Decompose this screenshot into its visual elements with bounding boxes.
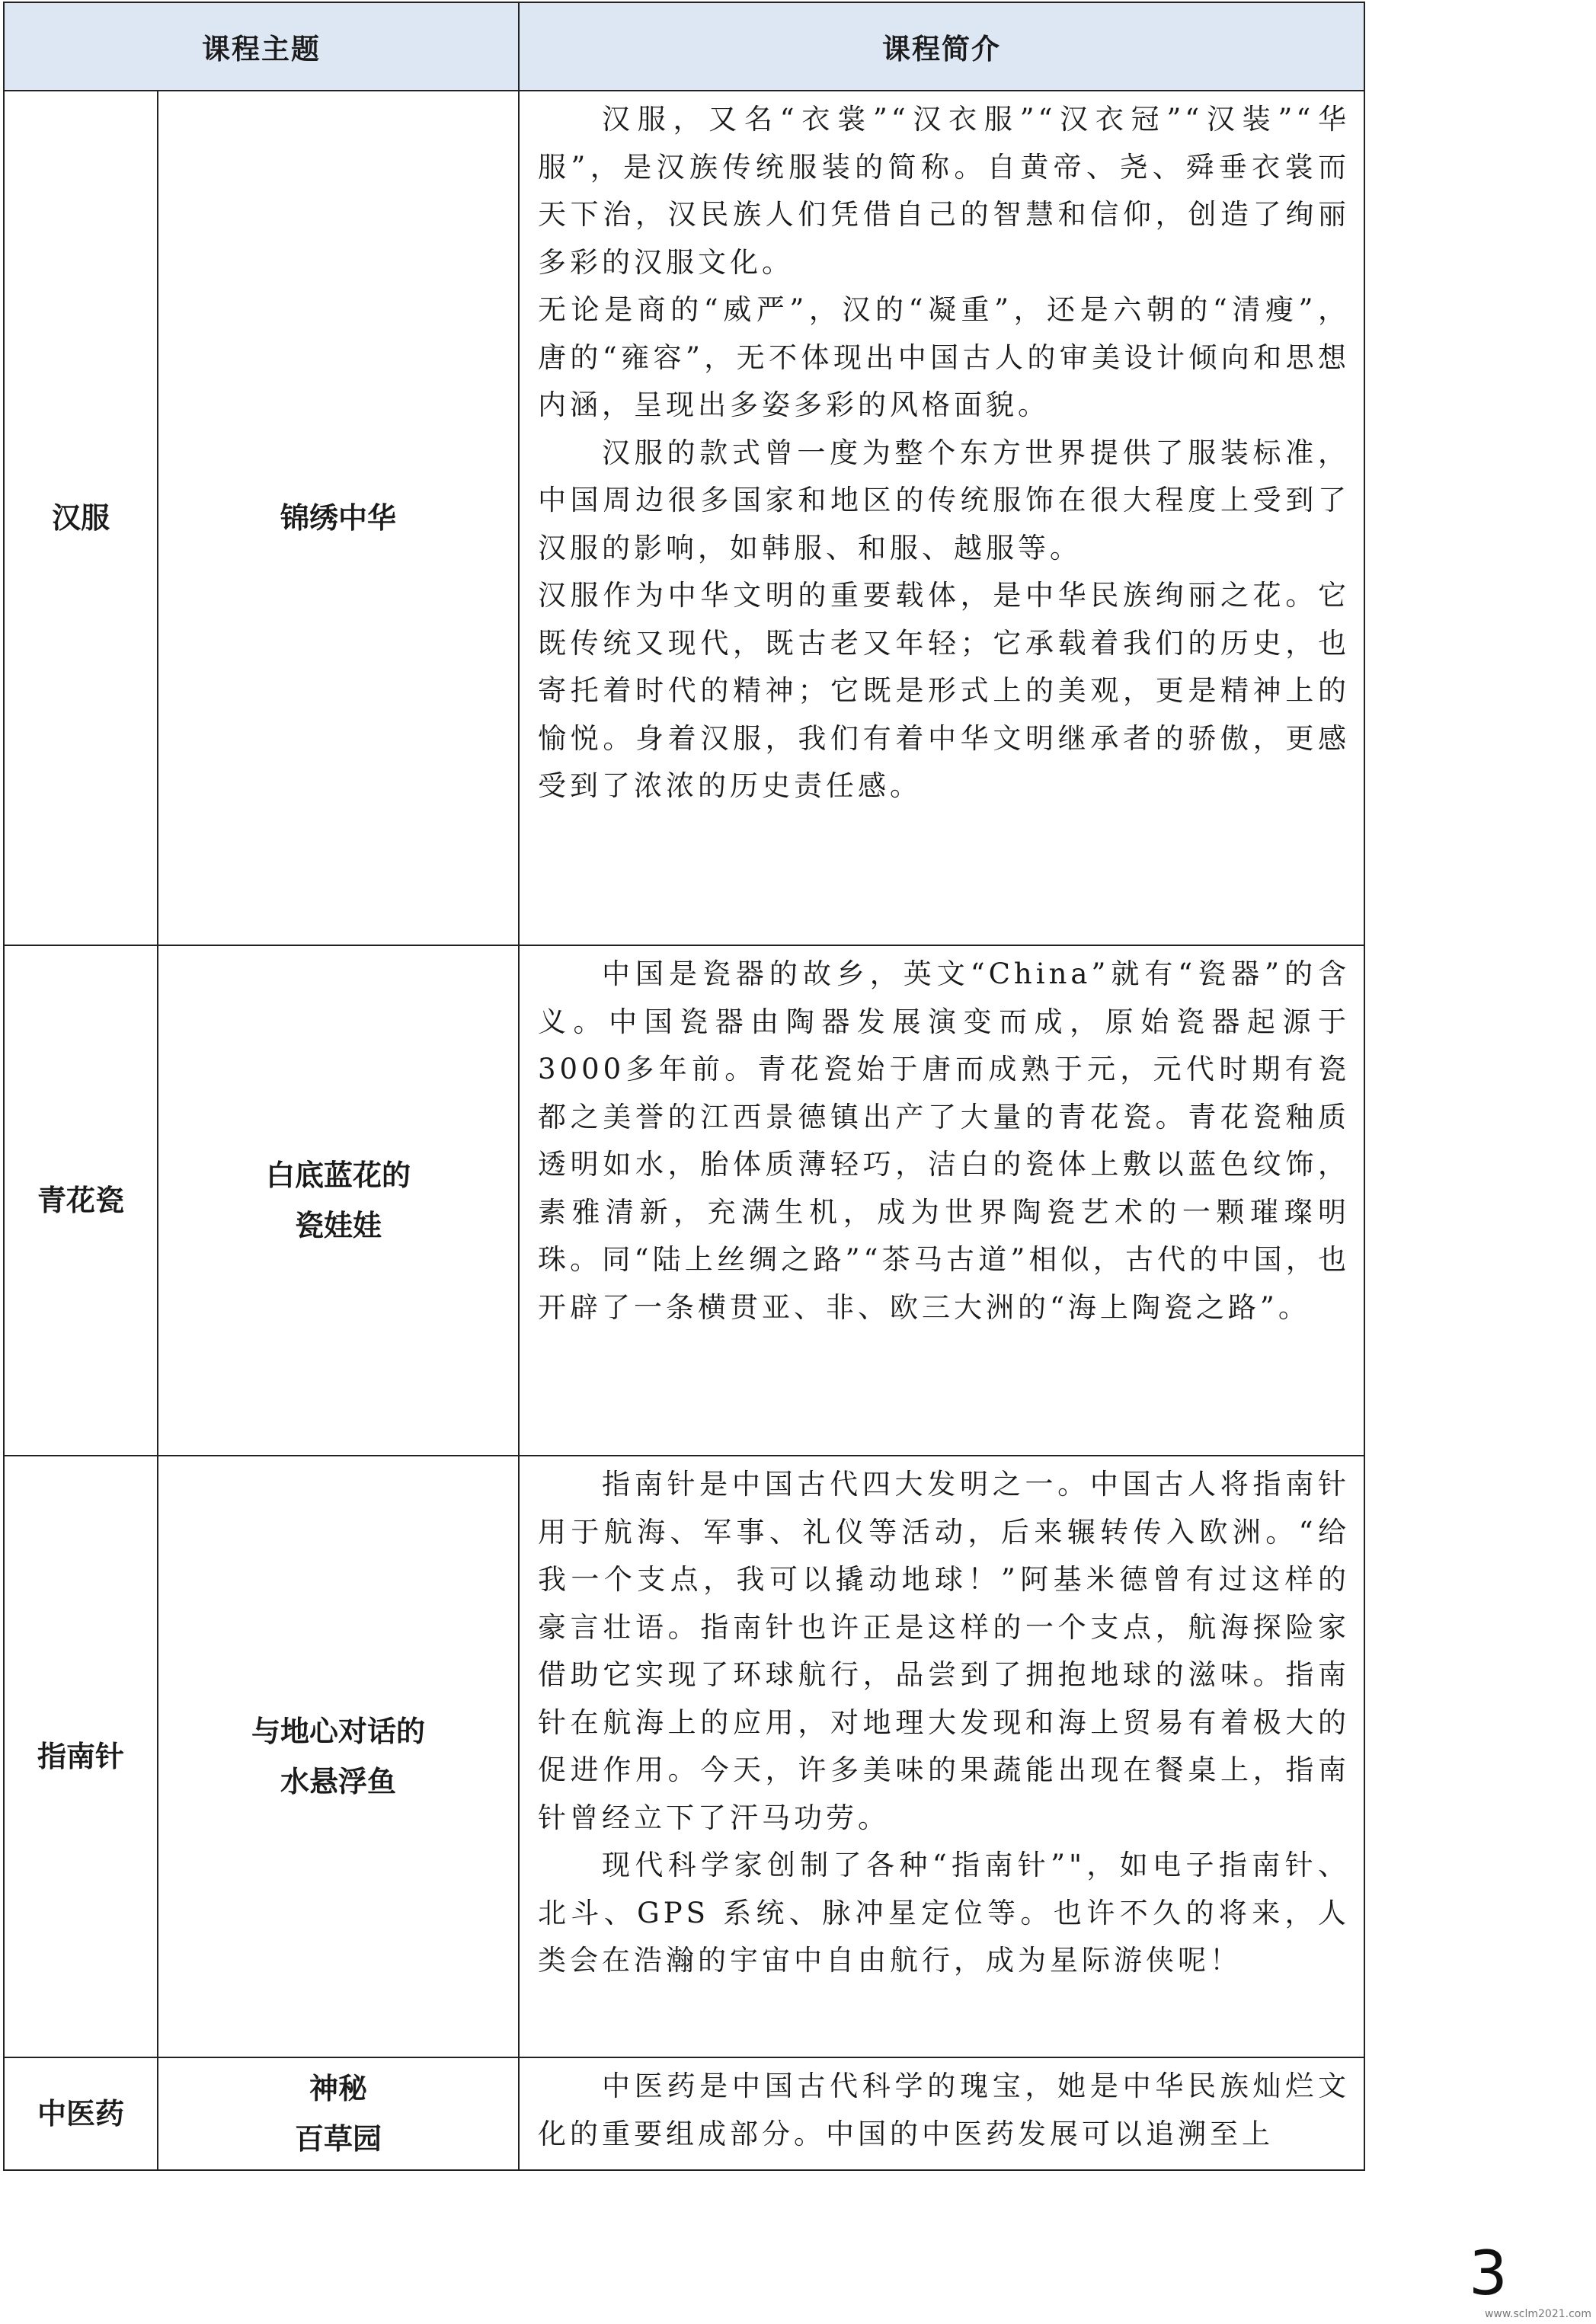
description-paragraph: 汉服的款式曾一度为整个东方世界提供了服装标准，中国周边很多国家和地区的传统服饰在很大程度上受到了汉服的影响，如韩服、和服、越服等。 <box>538 436 1350 564</box>
row-description <box>519 1456 1364 2057</box>
row-title-line: 瓷娃娃 <box>294 1209 382 1242</box>
header-course-intro: 课程简介 <box>519 2 1364 91</box>
description-paragraph: 中医药是中国古代科学的瑰宝，她是中华民族灿烂文化的重要组成部分。中国的中医药发展可以追溯至上 <box>538 2070 1350 2150</box>
table-row <box>4 945 1364 1456</box>
row-theme: 指南针 <box>4 1456 158 2057</box>
row-theme: 汉服 <box>4 91 158 945</box>
description-paragraph: 汉服作为中华文明的重要载体，是中华民族绚丽之花。它既传统又现代，既古老又年轻；它承载着我们的历史，也寄托着时代的精神；它既是形式上的美观，更是精神上的愉悦。身着汉服，我们有着中华文明继承者的骄傲，更感受到了浓浓的历史责任感。 <box>538 579 1350 802</box>
row-theme: 中医药 <box>4 2057 158 2170</box>
table-row <box>4 1456 1364 2057</box>
description-paragraph: 汉服，又名“衣裳”“汉衣服”“汉衣冠”“汉装”“华服”，是汉族传统服装的简称。自黄帝、尧、舜垂衣裳而天下治，汉民族人们凭借自己的智慧和信仰，创造了绚丽多彩的汉服文化。 <box>538 103 1350 279</box>
description-paragraph: 中国是瓷器的故乡，英文“China”就有“瓷器”的含义。中国瓷器由陶器发展演变而成，原始瓷器起源于3000多年前。青花瓷始于唐而成熟于元，元代时期有瓷都之美誉的江西景德镇出产了大量的青花瓷。青花瓷釉质透明如水，胎体质薄轻巧，洁白的瓷体上敷以蓝色纹饰，素雅清新，充满生机，成为世界陶瓷艺术的一颗璀璨明珠。同“陆上丝绸之路”“茶马古道”相似，古代的中国，也开辟了一条横贯亚、非、欧三大洲的“海上陶瓷之路”。 <box>538 957 1350 1324</box>
row-theme: 青花瓷 <box>4 945 158 1456</box>
description-paragraph: 指南针是中国古代四大发明之一。中国古人将指南针用于航海、军事、礼仪等活动，后来辗转传入欧洲。“给我一个支点，我可以撬动地球！”阿基米德曾有过这样的豪言壮语。指南针也许正是这样的一个支点，航海探险家借助它实现了环球航行，品尝到了拥抱地球的滋味。指南针在航海上的应用，对地理大发现和海上贸易有着极大的促进作用。今天，许多美味的果蔬能出现在餐桌上，指南针曾经立下了汗马功劳。 <box>538 1468 1350 1834</box>
watermark-text: www.sclm2021.com <box>1484 2308 1591 2320</box>
row-title <box>158 1456 519 2057</box>
description-paragraph: 现代科学家创制了各种“指南针”"，如电子指南针、北斗、GPS 系统、脉冲星定位等。也许不久的将来，人类会在浩瀚的宇宙中自由航行，成为星际游侠呢！ <box>538 1849 1350 1977</box>
row-title-line: 与地心对话的 <box>251 1715 425 1748</box>
row-title <box>158 2057 519 2170</box>
row-title-line: 神秘 <box>309 2072 367 2105</box>
table-row <box>4 91 1364 945</box>
row-description <box>519 91 1364 945</box>
row-title <box>158 91 519 945</box>
row-title-line: 百草园 <box>294 2122 382 2156</box>
course-table <box>3 2 1365 2171</box>
header-course-theme: 课程主题 <box>4 2 519 91</box>
row-title <box>158 945 519 1456</box>
row-title-line: 锦绣中华 <box>280 501 396 535</box>
row-description <box>519 2057 1364 2170</box>
row-description <box>519 945 1364 1456</box>
description-paragraph: 无论是商的“威严”，汉的“凝重”，还是六朝的“清瘦”，唐的“雍容”，无不体现出中国古人的审美设计倾向和思想内涵，呈现出多姿多彩的风格面貌。 <box>538 293 1350 421</box>
row-title-line: 水悬浮鱼 <box>280 1765 396 1798</box>
page-number: 3 <box>1469 2238 1508 2309</box>
row-title-line: 白底蓝花的 <box>265 1159 411 1192</box>
table-header-row <box>4 2 1364 91</box>
table-row <box>4 2057 1364 2170</box>
